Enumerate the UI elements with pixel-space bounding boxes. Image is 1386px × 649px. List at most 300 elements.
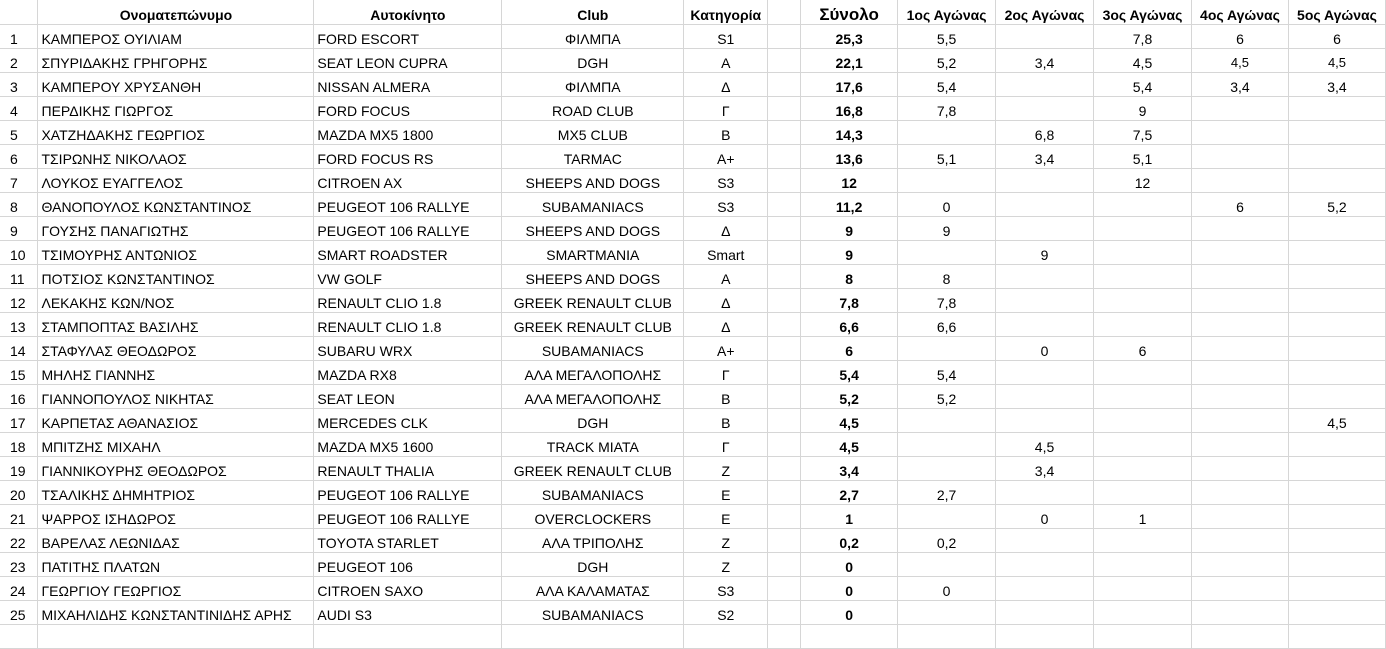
race-3-cell[interactable]: [1094, 289, 1192, 313]
race-3-cell[interactable]: [1094, 361, 1192, 385]
race-5-cell[interactable]: 4,5: [1288, 409, 1385, 433]
empty-cell[interactable]: [768, 121, 801, 145]
category-cell[interactable]: E: [684, 505, 768, 529]
empty-cell[interactable]: [768, 145, 801, 169]
race-5-cell[interactable]: [1288, 289, 1385, 313]
car-cell[interactable]: SEAT LEON CUPRA: [314, 49, 502, 73]
race-3-cell[interactable]: 4,5: [1094, 49, 1192, 73]
empty-cell[interactable]: [684, 625, 768, 649]
race-2-cell[interactable]: [996, 73, 1094, 97]
race-2-cell[interactable]: 0: [996, 505, 1094, 529]
car-cell[interactable]: RENAULT CLIO 1.8: [314, 313, 502, 337]
race-1-cell[interactable]: 6,6: [898, 313, 996, 337]
race-2-cell[interactable]: [996, 577, 1094, 601]
header-total[interactable]: Σύνολο: [801, 0, 898, 25]
club-cell[interactable]: GREEK RENAULT CLUB: [502, 313, 684, 337]
driver-name-cell[interactable]: ΣΤΑΦΥΛΑΣ ΘΕΟΔΩΡΟΣ: [38, 337, 314, 361]
race-1-cell[interactable]: 5,4: [898, 361, 996, 385]
car-cell[interactable]: SMART ROADSTER: [314, 241, 502, 265]
total-cell[interactable]: 5,4: [801, 361, 898, 385]
race-5-cell[interactable]: [1288, 529, 1385, 553]
race-5-cell[interactable]: 3,4: [1288, 73, 1385, 97]
empty-cell[interactable]: [768, 73, 801, 97]
empty-cell[interactable]: [768, 241, 801, 265]
race-1-cell[interactable]: [898, 433, 996, 457]
category-cell[interactable]: S3: [684, 577, 768, 601]
race-2-cell[interactable]: 4,5: [996, 433, 1094, 457]
category-cell[interactable]: Z: [684, 529, 768, 553]
race-1-cell[interactable]: 9: [898, 217, 996, 241]
total-cell[interactable]: 7,8: [801, 289, 898, 313]
race-3-cell[interactable]: [1094, 241, 1192, 265]
driver-name-cell[interactable]: ΠΟΤΣΙΟΣ ΚΩΝΣΤΑΝΤΙΝΟΣ: [38, 265, 314, 289]
empty-cell[interactable]: [0, 625, 38, 649]
header-race-5[interactable]: 5ος Αγώνας: [1288, 0, 1385, 25]
race-5-cell[interactable]: [1288, 433, 1385, 457]
race-1-cell[interactable]: 5,4: [898, 73, 996, 97]
race-4-cell[interactable]: [1191, 553, 1288, 577]
club-cell[interactable]: SHEEPS AND DOGS: [502, 217, 684, 241]
race-2-cell[interactable]: 3,4: [996, 145, 1094, 169]
club-cell[interactable]: ΑΛΑ ΚΑΛΑΜΑΤΑΣ: [502, 577, 684, 601]
race-1-cell[interactable]: [898, 457, 996, 481]
race-3-cell[interactable]: 1: [1094, 505, 1192, 529]
club-cell[interactable]: ΑΛΑ ΜΕΓΑΛΟΠΟΛΗΣ: [502, 361, 684, 385]
position-cell[interactable]: 1: [0, 25, 38, 49]
club-cell[interactable]: DGH: [502, 553, 684, 577]
empty-cell[interactable]: [1094, 625, 1192, 649]
club-cell[interactable]: GREEK RENAULT CLUB: [502, 289, 684, 313]
race-1-cell[interactable]: 5,2: [898, 49, 996, 73]
driver-name-cell[interactable]: ΜΠΙΤΖΗΣ ΜΙΧΑΗΛ: [38, 433, 314, 457]
race-1-cell[interactable]: 0: [898, 193, 996, 217]
race-3-cell[interactable]: 7,5: [1094, 121, 1192, 145]
car-cell[interactable]: FORD FOCUS RS: [314, 145, 502, 169]
car-cell[interactable]: CITROEN SAXO: [314, 577, 502, 601]
race-1-cell[interactable]: [898, 169, 996, 193]
driver-name-cell[interactable]: ΚΑΡΠΕΤΑΣ ΑΘΑΝΑΣΙΟΣ: [38, 409, 314, 433]
race-1-cell[interactable]: [898, 553, 996, 577]
race-5-cell[interactable]: 5,2: [1288, 193, 1385, 217]
driver-name-cell[interactable]: ΣΤΑΜΠΟΠΤΑΣ ΒΑΣΙΛΗΣ: [38, 313, 314, 337]
category-cell[interactable]: B: [684, 409, 768, 433]
position-cell[interactable]: 10: [0, 241, 38, 265]
race-4-cell[interactable]: [1191, 145, 1288, 169]
category-cell[interactable]: A: [684, 265, 768, 289]
position-cell[interactable]: 12: [0, 289, 38, 313]
race-5-cell[interactable]: [1288, 553, 1385, 577]
race-5-cell[interactable]: 4,5: [1288, 49, 1385, 73]
race-3-cell[interactable]: [1094, 601, 1192, 625]
race-4-cell[interactable]: [1191, 313, 1288, 337]
race-2-cell[interactable]: [996, 553, 1094, 577]
race-4-cell[interactable]: [1191, 265, 1288, 289]
club-cell[interactable]: ROAD CLUB: [502, 97, 684, 121]
race-4-cell[interactable]: [1191, 217, 1288, 241]
category-cell[interactable]: Smart: [684, 241, 768, 265]
race-4-cell[interactable]: [1191, 289, 1288, 313]
car-cell[interactable]: SEAT LEON: [314, 385, 502, 409]
race-4-cell[interactable]: [1191, 385, 1288, 409]
race-3-cell[interactable]: [1094, 385, 1192, 409]
category-cell[interactable]: Δ: [684, 73, 768, 97]
race-3-cell[interactable]: [1094, 217, 1192, 241]
driver-name-cell[interactable]: ΓΙΑΝΝΟΠΟΥΛΟΣ ΝΙΚΗΤΑΣ: [38, 385, 314, 409]
club-cell[interactable]: SUBAMANIACS: [502, 193, 684, 217]
total-cell[interactable]: 5,2: [801, 385, 898, 409]
position-cell[interactable]: 7: [0, 169, 38, 193]
race-1-cell[interactable]: [898, 601, 996, 625]
race-2-cell[interactable]: [996, 193, 1094, 217]
driver-name-cell[interactable]: ΧΑΤΖΗΔΑΚΗΣ ΓΕΩΡΓΙΟΣ: [38, 121, 314, 145]
race-5-cell[interactable]: 6: [1288, 25, 1385, 49]
empty-cell[interactable]: [1191, 625, 1288, 649]
position-cell[interactable]: 13: [0, 313, 38, 337]
header-race-3[interactable]: 3ος Αγώνας: [1094, 0, 1192, 25]
total-cell[interactable]: 8: [801, 265, 898, 289]
driver-name-cell[interactable]: ΤΣΙΜΟΥΡΗΣ ΑΝΤΩΝΙΟΣ: [38, 241, 314, 265]
race-4-cell[interactable]: [1191, 601, 1288, 625]
car-cell[interactable]: NISSAN ALMERA: [314, 73, 502, 97]
driver-name-cell[interactable]: ΚΑΜΠΕΡΟΣ ΟΥΙΛΙΑΜ: [38, 25, 314, 49]
category-cell[interactable]: Δ: [684, 217, 768, 241]
race-4-cell[interactable]: [1191, 529, 1288, 553]
total-cell[interactable]: 0: [801, 601, 898, 625]
car-cell[interactable]: PEUGEOT 106 RALLYE: [314, 217, 502, 241]
car-cell[interactable]: PEUGEOT 106: [314, 553, 502, 577]
race-5-cell[interactable]: [1288, 121, 1385, 145]
race-5-cell[interactable]: [1288, 481, 1385, 505]
race-3-cell[interactable]: [1094, 553, 1192, 577]
race-4-cell[interactable]: 4,5: [1191, 49, 1288, 73]
car-cell[interactable]: CITROEN AX: [314, 169, 502, 193]
club-cell[interactable]: TARMAC: [502, 145, 684, 169]
race-1-cell[interactable]: 7,8: [898, 97, 996, 121]
race-5-cell[interactable]: [1288, 97, 1385, 121]
total-cell[interactable]: 22,1: [801, 49, 898, 73]
driver-name-cell[interactable]: ΒΑΡΕΛΑΣ ΛΕΩΝΙΔΑΣ: [38, 529, 314, 553]
empty-cell[interactable]: [768, 601, 801, 625]
header-race-2[interactable]: 2ος Αγώνας: [996, 0, 1094, 25]
total-cell[interactable]: 16,8: [801, 97, 898, 121]
empty-cell[interactable]: [768, 97, 801, 121]
race-2-cell[interactable]: 3,4: [996, 457, 1094, 481]
race-2-cell[interactable]: [996, 313, 1094, 337]
race-3-cell[interactable]: [1094, 433, 1192, 457]
position-cell[interactable]: 9: [0, 217, 38, 241]
driver-name-cell[interactable]: ΛΟΥΚΟΣ ΕΥΑΓΓΕΛΟΣ: [38, 169, 314, 193]
total-cell[interactable]: 12: [801, 169, 898, 193]
race-2-cell[interactable]: 6,8: [996, 121, 1094, 145]
total-cell[interactable]: 9: [801, 217, 898, 241]
empty-cell[interactable]: [768, 577, 801, 601]
total-cell[interactable]: 4,5: [801, 433, 898, 457]
race-4-cell[interactable]: [1191, 457, 1288, 481]
category-cell[interactable]: S3: [684, 193, 768, 217]
total-cell[interactable]: 6: [801, 337, 898, 361]
position-cell[interactable]: 19: [0, 457, 38, 481]
club-cell[interactable]: OVERCLOCKERS: [502, 505, 684, 529]
driver-name-cell[interactable]: ΚΑΜΠΕΡΟΥ ΧΡΥΣΑΝΘΗ: [38, 73, 314, 97]
header-race-1[interactable]: 1ος Αγώνας: [898, 0, 996, 25]
category-cell[interactable]: Γ: [684, 433, 768, 457]
club-cell[interactable]: ΦΙΛΜΠΑ: [502, 25, 684, 49]
race-5-cell[interactable]: [1288, 169, 1385, 193]
car-cell[interactable]: PEUGEOT 106 RALLYE: [314, 193, 502, 217]
driver-name-cell[interactable]: ΣΠΥΡΙΔΑΚΗΣ ΓΡΗΓΟΡΗΣ: [38, 49, 314, 73]
car-cell[interactable]: SUBARU WRX: [314, 337, 502, 361]
club-cell[interactable]: SMARTMANIA: [502, 241, 684, 265]
total-cell[interactable]: 0: [801, 553, 898, 577]
driver-name-cell[interactable]: ΠΑΤΙΤΗΣ ΠΛΑΤΩΝ: [38, 553, 314, 577]
total-cell[interactable]: 0,2: [801, 529, 898, 553]
race-1-cell[interactable]: 2,7: [898, 481, 996, 505]
category-cell[interactable]: A: [684, 49, 768, 73]
empty-cell[interactable]: [768, 529, 801, 553]
race-4-cell[interactable]: 3,4: [1191, 73, 1288, 97]
club-cell[interactable]: TRACK MIATA: [502, 433, 684, 457]
race-4-cell[interactable]: [1191, 577, 1288, 601]
category-cell[interactable]: Γ: [684, 361, 768, 385]
race-3-cell[interactable]: [1094, 457, 1192, 481]
driver-name-cell[interactable]: ΨΑΡΡΟΣ ΙΣΗΔΩΡΟΣ: [38, 505, 314, 529]
race-4-cell[interactable]: [1191, 505, 1288, 529]
race-5-cell[interactable]: [1288, 265, 1385, 289]
car-cell[interactable]: PEUGEOT 106 RALLYE: [314, 505, 502, 529]
race-2-cell[interactable]: [996, 217, 1094, 241]
empty-cell[interactable]: [768, 361, 801, 385]
empty-cell[interactable]: [768, 433, 801, 457]
category-cell[interactable]: S1: [684, 25, 768, 49]
driver-name-cell[interactable]: ΠΕΡΔΙΚΗΣ ΓΙΩΡΓΟΣ: [38, 97, 314, 121]
position-cell[interactable]: 17: [0, 409, 38, 433]
position-cell[interactable]: 3: [0, 73, 38, 97]
race-1-cell[interactable]: 8: [898, 265, 996, 289]
position-cell[interactable]: 20: [0, 481, 38, 505]
race-3-cell[interactable]: 5,4: [1094, 73, 1192, 97]
race-1-cell[interactable]: 0,2: [898, 529, 996, 553]
total-cell[interactable]: 4,5: [801, 409, 898, 433]
race-1-cell[interactable]: [898, 505, 996, 529]
race-4-cell[interactable]: [1191, 481, 1288, 505]
empty-cell[interactable]: [768, 217, 801, 241]
race-1-cell[interactable]: [898, 409, 996, 433]
race-3-cell[interactable]: [1094, 481, 1192, 505]
race-2-cell[interactable]: [996, 265, 1094, 289]
race-3-cell[interactable]: [1094, 265, 1192, 289]
club-cell[interactable]: SHEEPS AND DOGS: [502, 265, 684, 289]
driver-name-cell[interactable]: ΤΣΙΡΩΝΗΣ ΝΙΚΟΛΑΟΣ: [38, 145, 314, 169]
race-2-cell[interactable]: [996, 169, 1094, 193]
race-5-cell[interactable]: [1288, 217, 1385, 241]
race-3-cell[interactable]: 9: [1094, 97, 1192, 121]
empty-cell[interactable]: [768, 553, 801, 577]
empty-cell[interactable]: [768, 505, 801, 529]
category-cell[interactable]: E: [684, 481, 768, 505]
empty-cell[interactable]: [768, 313, 801, 337]
car-cell[interactable]: RENAULT CLIO 1.8: [314, 289, 502, 313]
driver-name-cell[interactable]: ΛΕΚΑΚΗΣ ΚΩΝ/ΝΟΣ: [38, 289, 314, 313]
driver-name-cell[interactable]: ΘΑΝΟΠΟΥΛΟΣ ΚΩΝΣΤΑΝΤΙΝΟΣ: [38, 193, 314, 217]
club-cell[interactable]: ΑΛΑ ΤΡΙΠΟΛΗΣ: [502, 529, 684, 553]
race-2-cell[interactable]: 9: [996, 241, 1094, 265]
race-3-cell[interactable]: 7,8: [1094, 25, 1192, 49]
race-3-cell[interactable]: [1094, 577, 1192, 601]
empty-cell[interactable]: [768, 337, 801, 361]
empty-cell[interactable]: [768, 289, 801, 313]
car-cell[interactable]: RENAULT THALIA: [314, 457, 502, 481]
position-cell[interactable]: 4: [0, 97, 38, 121]
car-cell[interactable]: MERCEDES CLK: [314, 409, 502, 433]
total-cell[interactable]: 3,4: [801, 457, 898, 481]
total-cell[interactable]: 13,6: [801, 145, 898, 169]
car-cell[interactable]: FORD ESCORT: [314, 25, 502, 49]
total-cell[interactable]: 0: [801, 577, 898, 601]
race-1-cell[interactable]: [898, 337, 996, 361]
total-cell[interactable]: 17,6: [801, 73, 898, 97]
category-cell[interactable]: Δ: [684, 289, 768, 313]
position-cell[interactable]: 18: [0, 433, 38, 457]
empty-cell[interactable]: [768, 25, 801, 49]
category-cell[interactable]: Γ: [684, 97, 768, 121]
race-3-cell[interactable]: 5,1: [1094, 145, 1192, 169]
race-2-cell[interactable]: [996, 25, 1094, 49]
car-cell[interactable]: PEUGEOT 106 RALLYE: [314, 481, 502, 505]
empty-cell[interactable]: [1288, 625, 1385, 649]
race-4-cell[interactable]: 6: [1191, 25, 1288, 49]
car-cell[interactable]: MAZDA MX5 1800: [314, 121, 502, 145]
race-1-cell[interactable]: 5,1: [898, 145, 996, 169]
race-3-cell[interactable]: [1094, 193, 1192, 217]
race-5-cell[interactable]: [1288, 385, 1385, 409]
empty-cell[interactable]: [996, 625, 1094, 649]
category-cell[interactable]: A+: [684, 337, 768, 361]
club-cell[interactable]: SUBAMANIACS: [502, 337, 684, 361]
driver-name-cell[interactable]: ΓΟΥΣΗΣ ΠΑΝΑΓΙΩΤΗΣ: [38, 217, 314, 241]
race-2-cell[interactable]: [996, 601, 1094, 625]
car-cell[interactable]: AUDI S3: [314, 601, 502, 625]
race-1-cell[interactable]: 5,2: [898, 385, 996, 409]
empty-cell[interactable]: [768, 169, 801, 193]
category-cell[interactable]: A+: [684, 145, 768, 169]
race-3-cell[interactable]: [1094, 313, 1192, 337]
race-5-cell[interactable]: [1288, 361, 1385, 385]
empty-cell[interactable]: [768, 457, 801, 481]
race-3-cell[interactable]: [1094, 409, 1192, 433]
club-cell[interactable]: SHEEPS AND DOGS: [502, 169, 684, 193]
position-cell[interactable]: 21: [0, 505, 38, 529]
empty-cell[interactable]: [768, 409, 801, 433]
position-cell[interactable]: 14: [0, 337, 38, 361]
club-cell[interactable]: DGH: [502, 49, 684, 73]
race-3-cell[interactable]: 6: [1094, 337, 1192, 361]
race-4-cell[interactable]: [1191, 337, 1288, 361]
race-2-cell[interactable]: [996, 409, 1094, 433]
race-5-cell[interactable]: [1288, 145, 1385, 169]
total-cell[interactable]: 25,3: [801, 25, 898, 49]
empty-cell[interactable]: [768, 481, 801, 505]
race-4-cell[interactable]: [1191, 169, 1288, 193]
race-2-cell[interactable]: 0: [996, 337, 1094, 361]
header-empty-cell[interactable]: [768, 0, 801, 25]
race-3-cell[interactable]: 12: [1094, 169, 1192, 193]
race-5-cell[interactable]: [1288, 577, 1385, 601]
car-cell[interactable]: VW GOLF: [314, 265, 502, 289]
car-cell[interactable]: MAZDA RX8: [314, 361, 502, 385]
race-1-cell[interactable]: 0: [898, 577, 996, 601]
position-cell[interactable]: 25: [0, 601, 38, 625]
total-cell[interactable]: 11,2: [801, 193, 898, 217]
empty-cell[interactable]: [768, 265, 801, 289]
race-2-cell[interactable]: 3,4: [996, 49, 1094, 73]
position-cell[interactable]: 5: [0, 121, 38, 145]
category-cell[interactable]: Z: [684, 553, 768, 577]
race-4-cell[interactable]: [1191, 241, 1288, 265]
race-4-cell[interactable]: [1191, 361, 1288, 385]
race-3-cell[interactable]: [1094, 529, 1192, 553]
driver-name-cell[interactable]: ΜΗΛΗΣ ΓΙΑΝΝΗΣ: [38, 361, 314, 385]
total-cell[interactable]: 2,7: [801, 481, 898, 505]
position-cell[interactable]: 2: [0, 49, 38, 73]
empty-cell[interactable]: [502, 625, 684, 649]
club-cell[interactable]: GREEK RENAULT CLUB: [502, 457, 684, 481]
club-cell[interactable]: SUBAMANIACS: [502, 601, 684, 625]
position-cell[interactable]: 24: [0, 577, 38, 601]
empty-cell[interactable]: [898, 625, 996, 649]
empty-cell[interactable]: [768, 385, 801, 409]
header-category[interactable]: Κατηγορία: [684, 0, 768, 25]
header-name[interactable]: Ονοματεπώνυμο: [38, 0, 314, 25]
race-5-cell[interactable]: [1288, 457, 1385, 481]
car-cell[interactable]: TOYOTA STARLET: [314, 529, 502, 553]
race-5-cell[interactable]: [1288, 505, 1385, 529]
race-4-cell[interactable]: [1191, 409, 1288, 433]
position-cell[interactable]: 6: [0, 145, 38, 169]
position-cell[interactable]: 8: [0, 193, 38, 217]
race-2-cell[interactable]: [996, 97, 1094, 121]
driver-name-cell[interactable]: ΜΙΧΑΗΛΙΔΗΣ ΚΩΝΣΤΑΝΤΙΝΙΔΗΣ ΑΡΗΣ: [38, 601, 314, 625]
total-cell[interactable]: 1: [801, 505, 898, 529]
driver-name-cell[interactable]: ΓΙΑΝΝΙΚΟΥΡΗΣ ΘΕΟΔΩΡΟΣ: [38, 457, 314, 481]
total-cell[interactable]: 6,6: [801, 313, 898, 337]
race-2-cell[interactable]: [996, 481, 1094, 505]
category-cell[interactable]: Z: [684, 457, 768, 481]
empty-cell[interactable]: [314, 625, 502, 649]
race-2-cell[interactable]: [996, 361, 1094, 385]
race-2-cell[interactable]: [996, 289, 1094, 313]
race-4-cell[interactable]: [1191, 121, 1288, 145]
race-2-cell[interactable]: [996, 529, 1094, 553]
driver-name-cell[interactable]: ΤΣΑΛΙΚΗΣ ΔΗΜΗΤΡΙΟΣ: [38, 481, 314, 505]
category-cell[interactable]: B: [684, 121, 768, 145]
club-cell[interactable]: MX5 CLUB: [502, 121, 684, 145]
header-pos-cell[interactable]: [0, 0, 38, 25]
race-4-cell[interactable]: 6: [1191, 193, 1288, 217]
car-cell[interactable]: MAZDA MX5 1600: [314, 433, 502, 457]
empty-cell[interactable]: [38, 625, 314, 649]
empty-cell[interactable]: [768, 49, 801, 73]
club-cell[interactable]: SUBAMANIACS: [502, 481, 684, 505]
race-1-cell[interactable]: 7,8: [898, 289, 996, 313]
position-cell[interactable]: 22: [0, 529, 38, 553]
total-cell[interactable]: 14,3: [801, 121, 898, 145]
empty-cell[interactable]: [801, 625, 898, 649]
race-2-cell[interactable]: [996, 385, 1094, 409]
club-cell[interactable]: ΑΛΑ ΜΕΓΑΛΟΠΟΛΗΣ: [502, 385, 684, 409]
category-cell[interactable]: S2: [684, 601, 768, 625]
race-1-cell[interactable]: [898, 121, 996, 145]
empty-cell[interactable]: [768, 193, 801, 217]
